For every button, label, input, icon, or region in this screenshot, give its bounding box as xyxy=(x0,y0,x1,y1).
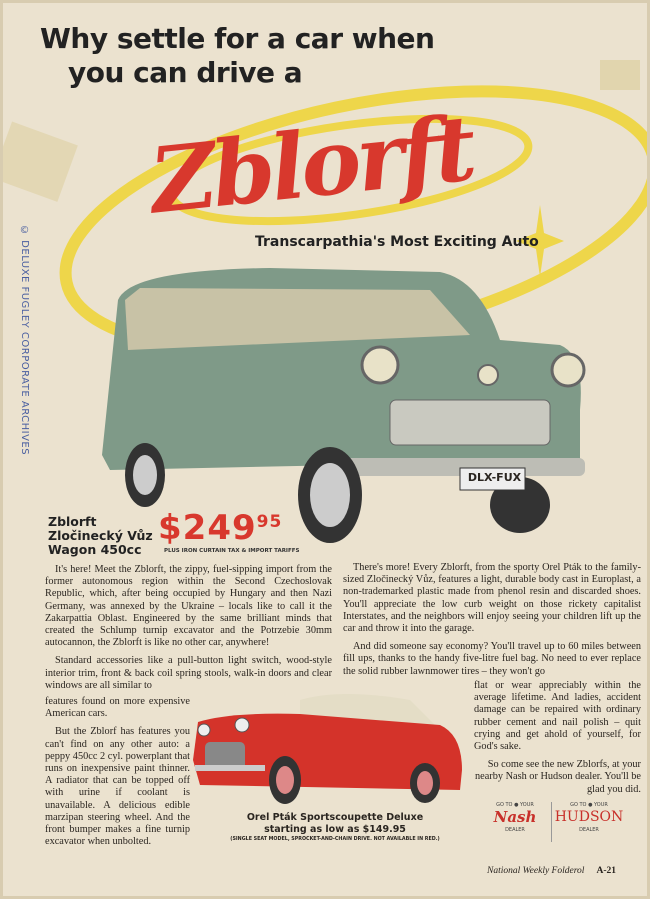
dealer-label: DEALER xyxy=(579,827,599,833)
brand-logo: Zblorft xyxy=(145,95,478,235)
go-to-label: GO TO xyxy=(496,802,513,808)
price-cents: 95 xyxy=(256,512,283,532)
wagon-price xyxy=(158,510,282,546)
model-line: Zločinecký Vůz xyxy=(48,528,153,543)
tape-strip xyxy=(0,122,78,202)
model-line: Wagon 450cc xyxy=(48,542,142,557)
paragraph: It's here! Meet the Zblorft, the zippy, fuel-sipping import from the former autonomous region within the Second Czechoslovak Republic, which, after being occupied by Hungary and then Nazi Germany, was annexed by the Ukraine – locals like to call it the Zakarpattia Oblast. Engineered by the same brilliant minds that created the Schlump turnip excavator and the Potrzebie 30mm autocannon, the Zblorft is like no other car, anywhere! xyxy=(45,564,332,649)
coupe-caption xyxy=(215,812,455,844)
tape-strip xyxy=(600,60,640,90)
body-column-right xyxy=(343,562,641,678)
body-column-left-narrow xyxy=(45,696,190,854)
divider xyxy=(551,802,552,842)
dealer-logos xyxy=(480,802,625,858)
license-plate: DLX-FUX xyxy=(467,471,522,484)
tagline: Transcarpathia's Most Exciting Auto xyxy=(255,234,539,250)
publication-name: National Weekly Folderol xyxy=(487,866,585,876)
nash-dealer-logo: GO TO ● YOUR Nash DEALER xyxy=(480,802,550,833)
page-footer xyxy=(487,866,616,876)
nash-logo: Nash xyxy=(493,808,537,826)
coupe-price: starting as low as $149.95 xyxy=(264,824,406,835)
your-label: YOUR xyxy=(594,802,608,808)
your-label: YOUR xyxy=(520,802,534,808)
coupe-note: (SINGLE SEAT MODEL, SPROCKET-AND-CHAIN DRIVE. NOT AVAILABLE IN RED.) xyxy=(230,837,440,842)
dealer-label: DEALER xyxy=(505,827,525,833)
paragraph: flat or wear appreciably within the average lifetime. And ladies, accident damage can be repaired with ordinary rubber cement and nail polish – quit crying and get ahold of yourself, for God's sake. xyxy=(474,680,641,753)
paragraph: So come see the new Zblorfs, at your nearby Nash or Hudson dealer. You'll be glad you did. xyxy=(474,759,641,795)
page-number: A-21 xyxy=(596,866,616,876)
price-note: PLUS IRON CURTAIN TAX & IMPORT TARIFFS xyxy=(164,548,300,554)
model-line: Zblorft xyxy=(48,514,97,529)
coupe-title: Orel Pták Sportscoupette Deluxe xyxy=(246,812,424,823)
price-main: $249 xyxy=(158,508,257,548)
go-to-label: GO TO xyxy=(570,802,587,808)
headline-line-2: you can drive a xyxy=(68,56,303,89)
paragraph: There's more! Every Zblorft, from the sporty Orel Pták to the family-sized Zločinecký Vůz, features a light, durable body cast in Europlast, a non-trademarked plastic made from phenol resin and discarded shoes. You'll appreciate the low curb weight on those rickety capitalist Interstates, and the neighbors will enjoy seeing your children lift up the car and throw it into the garage. xyxy=(343,562,641,635)
headline xyxy=(40,22,434,90)
body-column-right-narrow xyxy=(474,680,641,796)
body-column-left xyxy=(45,564,332,692)
paragraph: And did someone say economy? You'll travel up to 60 miles between fill ups, thanks to the handy five-litre fuel bag. No need to ever replace the solid rubber lawnmower tires – they won't go xyxy=(343,641,641,677)
coupe-illustration xyxy=(193,694,462,804)
paragraph: But the Zblorf has features you can't find on any other auto: a peppy 450cc 2 cyl. powerplant that runs on inexpensive paint thinner. A radiator that can be topped off with urine if coolant is unavailable. A delicious edible marzipan steering wheel. And the front bumper makes a fine turnip excavator when unbolted. xyxy=(45,726,190,848)
hudson-logo: HUDSON xyxy=(554,809,624,825)
archive-watermark: © DELUXE FUGLEY CORPORATE ARCHIVES xyxy=(19,225,30,456)
wagon-illustration xyxy=(102,268,585,543)
wagon-model-name xyxy=(48,515,153,557)
hudson-dealer-logo: GO TO ● YOUR HUDSON DEALER xyxy=(554,802,624,833)
paragraph: Standard accessories like a pull-button light switch, wood-style interior trim, front & back coil spring stools, walk-in doors and clear windows are all similar to xyxy=(45,655,332,691)
paragraph: features found on more expensive American cars. xyxy=(45,696,190,720)
headline-line-1: Why settle for a car when xyxy=(40,22,435,55)
